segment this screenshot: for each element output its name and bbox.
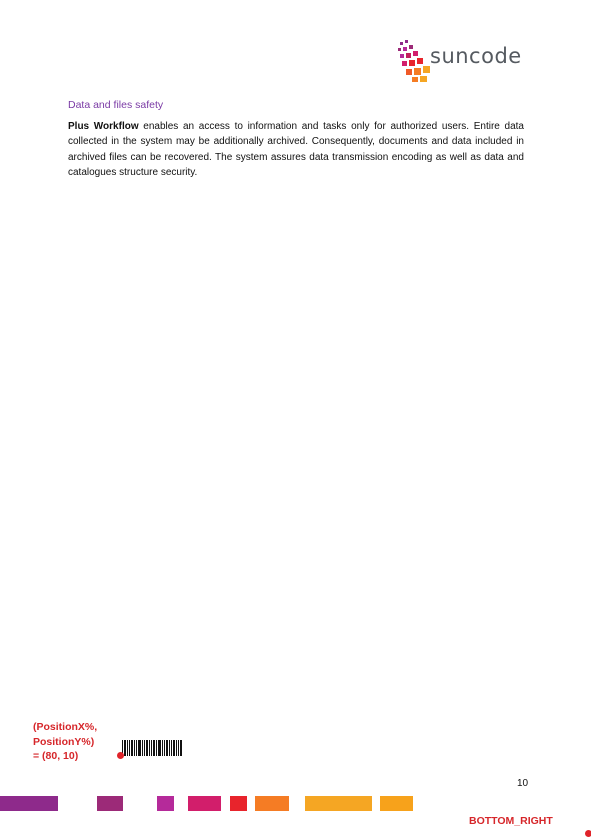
corner-label: BOTTOM_RIGHT xyxy=(469,815,553,827)
section-body-text: enables an access to information and tasks only for authorized users. Entire data collected in the system may be additionally archived. Consequently, documents and data included in archived files can be recovered. The system assures data transmission encoding as well as data and catalogues structure security. xyxy=(68,121,524,178)
section-body xyxy=(68,119,524,180)
suncode-logo-mark-icon xyxy=(396,38,432,84)
strip-segment xyxy=(255,796,289,811)
strip-segment xyxy=(97,796,123,811)
position-marker-dot xyxy=(117,752,124,759)
position-note-line: PositionY%) xyxy=(33,735,95,748)
page-number: 10 xyxy=(517,778,529,789)
brand-name: suncode xyxy=(430,44,522,68)
suncode-logo xyxy=(396,38,526,84)
product-name: Plus Workflow xyxy=(68,121,139,132)
position-note-line: (PositionX%, xyxy=(33,721,98,733)
strip-segment xyxy=(0,796,58,811)
strip-segment xyxy=(230,796,247,811)
strip-segment xyxy=(380,796,413,811)
section-title: Data and files safety xyxy=(68,99,164,111)
position-note-line: = (80, 10) xyxy=(33,750,79,762)
barcode-icon xyxy=(122,740,182,756)
position-note xyxy=(33,720,97,764)
strip-segment xyxy=(305,796,372,811)
corner-marker-dot xyxy=(585,830,591,837)
strip-segment xyxy=(157,796,174,811)
strip-segment xyxy=(188,796,221,811)
